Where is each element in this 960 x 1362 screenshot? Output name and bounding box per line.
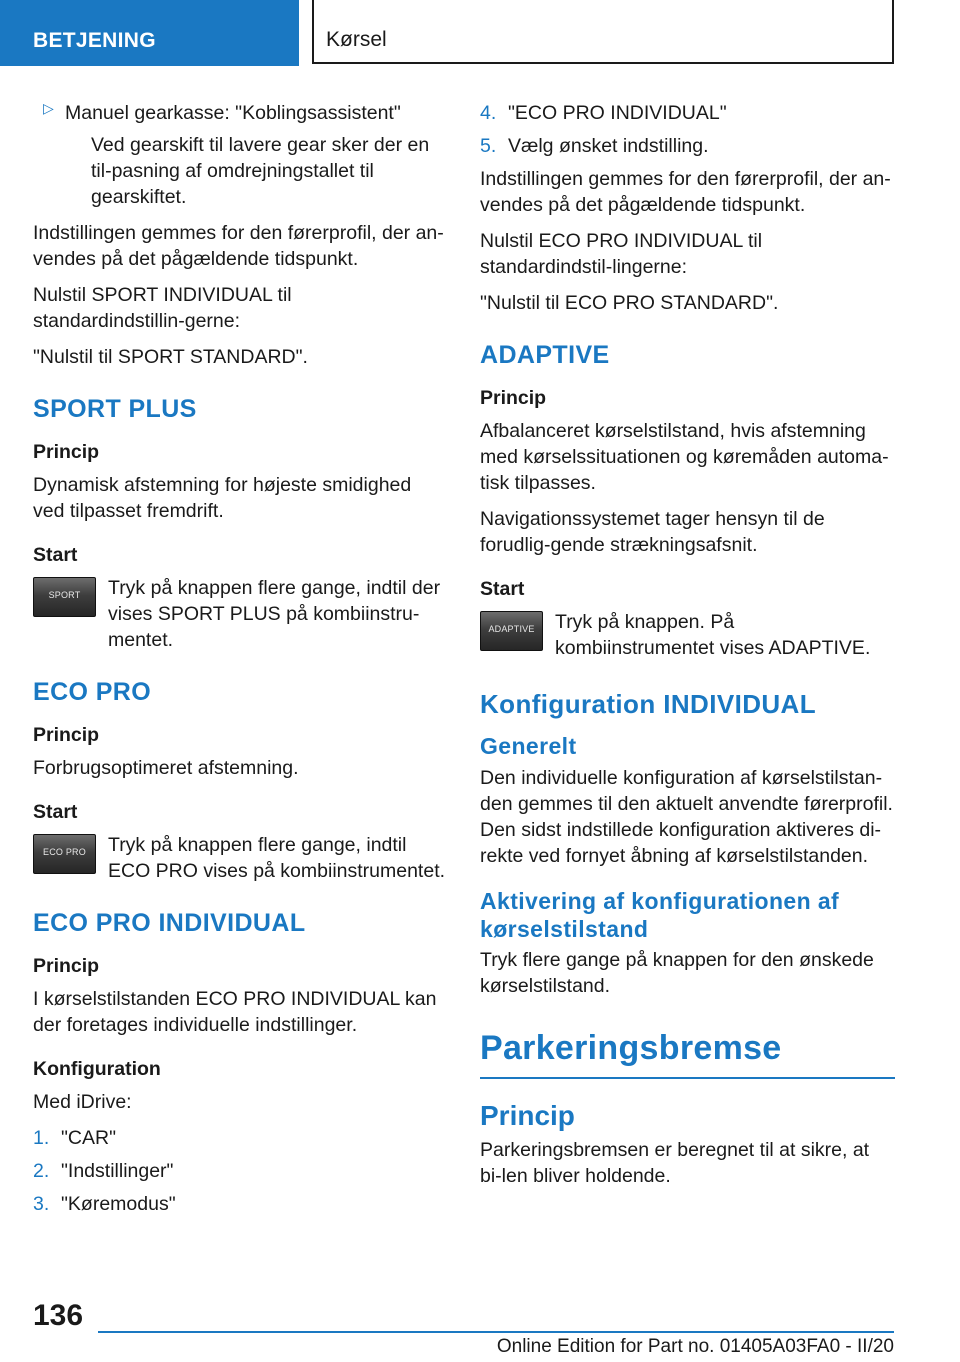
subheading-princip: Princip (33, 441, 100, 463)
subheading-start: Start (480, 578, 525, 600)
section-heading-eco-pro-individual: ECO PRO INDIVIDUAL (33, 909, 306, 937)
chapter-title: Kørsel (326, 28, 387, 51)
section-heading-adaptive: ADAPTIVE (480, 341, 610, 369)
numbered-list (33, 1125, 448, 1217)
list-item: 4. "ECO PRO INDIVIDUAL" (480, 102, 727, 124)
section-title: BETJENING (33, 29, 156, 52)
manual-gearbox-item (33, 100, 448, 126)
section-heading-sport-plus: SPORT PLUS (33, 395, 197, 423)
paragraph: Med iDrive: (33, 1091, 132, 1113)
subheading-princip: Princip (33, 955, 100, 977)
eco-pro-button-row (33, 832, 448, 884)
eco-pro-button-icon: ECO PRO (33, 834, 96, 874)
paragraph: Den individuelle konfiguration af kørselstilstan-den gemmes til den aktuelt anvendte førerprofil. Den sidst indstillede konfiguration aktiveres di-rekte ved fornyet åbning af kørselstilstanden. (480, 767, 893, 867)
edition-note: Online Edition for Part no. 01405A03FA0 - II/20 (496, 1336, 894, 1357)
paragraph: Dynamisk afstemning for højeste smidighed ved tilpasset fremdrift. (33, 474, 412, 522)
paragraph: Indstillingen gemmes for den førerprofil, der an-vendes på det pågældende tidspunkt. (480, 168, 891, 216)
paragraph: Tryk på knappen flere gange, indtil ECO PRO vises på kombiinstrumentet. (108, 834, 446, 882)
paragraph: "Nulstil til SPORT STANDARD". (33, 346, 308, 368)
triangle-bullet-icon: ▷ (43, 100, 54, 116)
heading-rule (480, 1077, 895, 1079)
chapter-tab (312, 0, 894, 64)
subsection-heading-generelt: Generelt (480, 733, 577, 759)
paragraph: Tryk på knappen flere gange, indtil der vises SPORT PLUS på kombiinstru-mentet. (108, 577, 441, 651)
subheading-princip: Princip (480, 387, 547, 409)
footer-rule (98, 1331, 894, 1333)
adaptive-button-row (480, 609, 895, 661)
section-heading-eco-pro: ECO PRO (33, 678, 152, 706)
paragraph: "Nulstil til ECO PRO STANDARD". (480, 292, 779, 314)
paragraph: Afbalanceret kørselstilstand, hvis afstemning med kørselssituationen og køremåden automa-tisk tilpasses. (480, 420, 889, 494)
section-heading-princip: Princip (480, 1100, 575, 1131)
left-column (33, 100, 448, 1227)
section-tab (0, 0, 299, 66)
subheading-start: Start (33, 801, 78, 823)
paragraph: Forbrugsoptimeret afstemning. (33, 757, 299, 779)
paragraph: Navigationssystemet tager hensyn til de forudlig-gende strækningsafsnit. (480, 508, 825, 556)
manual-gearbox-title: Manuel gearkasse: "Koblingsassistent" (65, 102, 401, 124)
chapter-heading-parkeringsbremse: Parkeringsbremse (480, 1029, 782, 1067)
list-item: 5. Vælg ønsket indstilling. (480, 135, 709, 157)
subheading-konfiguration: Konfiguration (33, 1058, 161, 1080)
adaptive-button-icon: ADAPTIVE (480, 611, 543, 651)
list-item: 3. "Køremodus" (33, 1193, 176, 1215)
page-number: 136 (33, 1299, 84, 1332)
right-column (480, 100, 895, 1199)
list-item: 2. "Indstillinger" (33, 1160, 174, 1182)
subheading-princip: Princip (33, 724, 100, 746)
sport-button-icon: SPORT (33, 577, 96, 617)
numbered-list (480, 100, 895, 159)
paragraph: Indstillingen gemmes for den førerprofil, der an-vendes på det pågældende tidspunkt. (33, 222, 444, 270)
paragraph: Nulstil SPORT INDIVIDUAL til standardindstillin-gerne: (33, 284, 292, 332)
paragraph: Parkeringsbremsen er beregnet til at sikre, at bi-len bliver holdende. (480, 1139, 870, 1187)
subheading-start: Start (33, 544, 78, 566)
paragraph: Nulstil ECO PRO INDIVIDUAL til standardindstil-lingerne: (480, 230, 763, 278)
list-item: 1. "CAR" (33, 1127, 117, 1149)
subsection-heading-aktivering: Aktivering af konfigurationen af kørselstilstand (480, 888, 840, 942)
manual-gearbox-text: Ved gearskift til lavere gear sker der en til-pasning af omdrejningstallet til gearskiftet. (91, 134, 430, 208)
sport-button-row (33, 575, 448, 653)
section-heading-konfiguration-individual: Konfiguration INDIVIDUAL (480, 689, 817, 719)
paragraph: I kørselstilstanden ECO PRO INDIVIDUAL kan der foretages individuelle indstillinger. (33, 988, 437, 1036)
paragraph: Tryk flere gange på knappen for den ønskede kørselstilstand. (480, 949, 874, 997)
paragraph: Tryk på knappen. På kombiinstrumentet vises ADAPTIVE. (555, 611, 871, 659)
